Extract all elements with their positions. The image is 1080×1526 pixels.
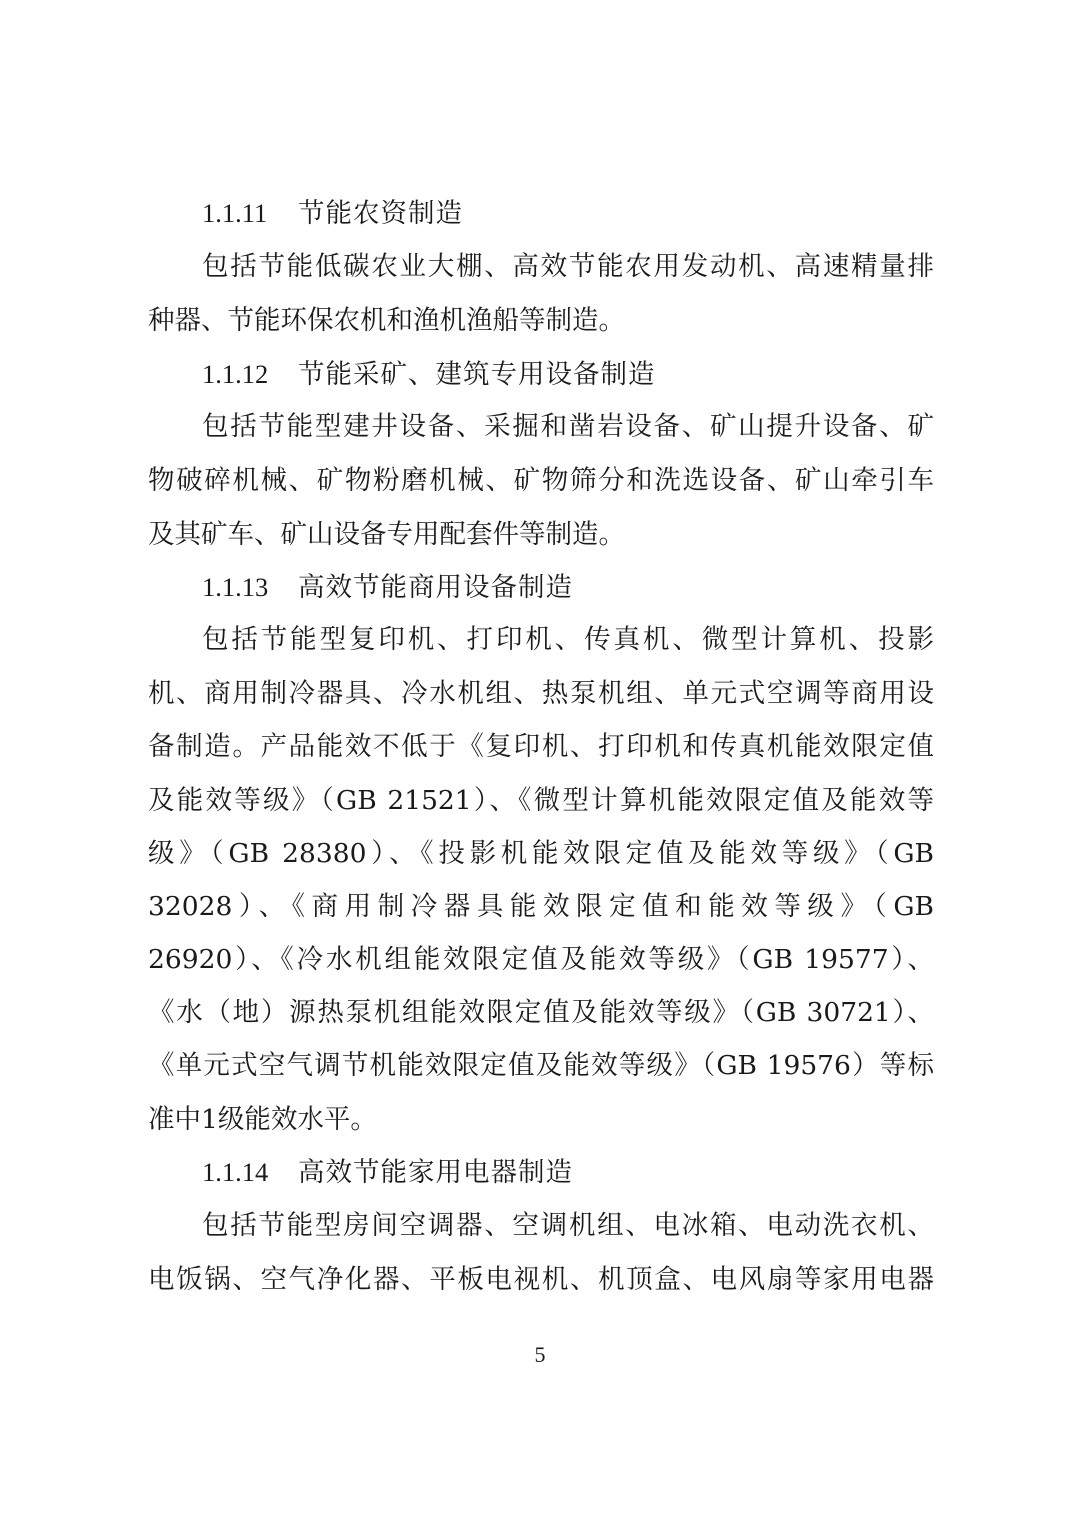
page-number: 5 [534, 1342, 546, 1367]
section-heading-1-1-14 [202, 1152, 942, 1192]
paragraph-line: 包括节能型复印机、打印机、传真机、微型计算机、投影 [202, 624, 934, 655]
paragraph-line: 及能效等级》（GB 21521）、《微型计算机能效限定值及能效等 [148, 785, 934, 816]
paragraph-line: 电饭锅、空气净化器、平板电视机、机顶盒、电风扇等家用电器 [148, 1264, 934, 1295]
section-heading-1-1-11 [202, 193, 942, 233]
paragraph-line: 及其矿车、矿山设备专用配套件等制造。 [148, 519, 625, 550]
paragraph-line: 包括节能型房间空调器、空调机组、电冰箱、电动洗衣机、 [202, 1210, 934, 1241]
section-heading-1-1-12 [202, 354, 942, 394]
paragraph-line: 《水（地）源热泵机组能效限定值及能效等级》（GB 30721）、 [148, 997, 934, 1028]
paragraph-line: 《单元式空气调节机能效限定值及能效等级》（GB 19576）等标 [148, 1050, 934, 1081]
section-number: 1.1.12 [202, 359, 269, 389]
section-title: 高效节能家用电器制造 [298, 1157, 573, 1188]
section-number: 1.1.13 [202, 572, 269, 602]
paragraph-line: 包括节能型建井设备、采掘和凿岩设备、矿山提升设备、矿 [202, 411, 934, 442]
section-title: 节能采矿、建筑专用设备制造 [298, 359, 656, 390]
section-number: 1.1.14 [202, 1157, 269, 1187]
paragraph-line: 包括节能低碳农业大棚、高效节能农用发动机、高速精量排 [202, 251, 934, 282]
paragraph-line: 机、商用制冷器具、冷水机组、热泵机组、单元式空调等商用设 [148, 678, 934, 709]
paragraph-line: 级》（GB 28380）、《投影机能效限定值及能效等级》（GB [148, 838, 934, 869]
section-title: 节能农资制造 [298, 198, 463, 229]
paragraph-line: 准中1级能效水平。 [148, 1104, 377, 1135]
section-title: 高效节能商用设备制造 [298, 572, 573, 603]
paragraph-line: 备制造。产品能效不低于《复印机、打印机和传真机能效限定值 [148, 731, 934, 762]
paragraph-line: 32028）、《商用制冷器具能效限定值和能效等级》（GB [148, 891, 934, 922]
section-number: 1.1.11 [202, 198, 268, 228]
paragraph-line: 种器、节能环保农机和渔机渔船等制造。 [148, 305, 625, 336]
paragraph-line: 物破碎机械、矿物粉磨机械、矿物筛分和洗选设备、矿山牵引车 [148, 465, 934, 496]
section-heading-1-1-13 [202, 567, 942, 607]
paragraph-line: 26920）、《冷水机组能效限定值及能效等级》（GB 19577）、 [148, 944, 934, 975]
